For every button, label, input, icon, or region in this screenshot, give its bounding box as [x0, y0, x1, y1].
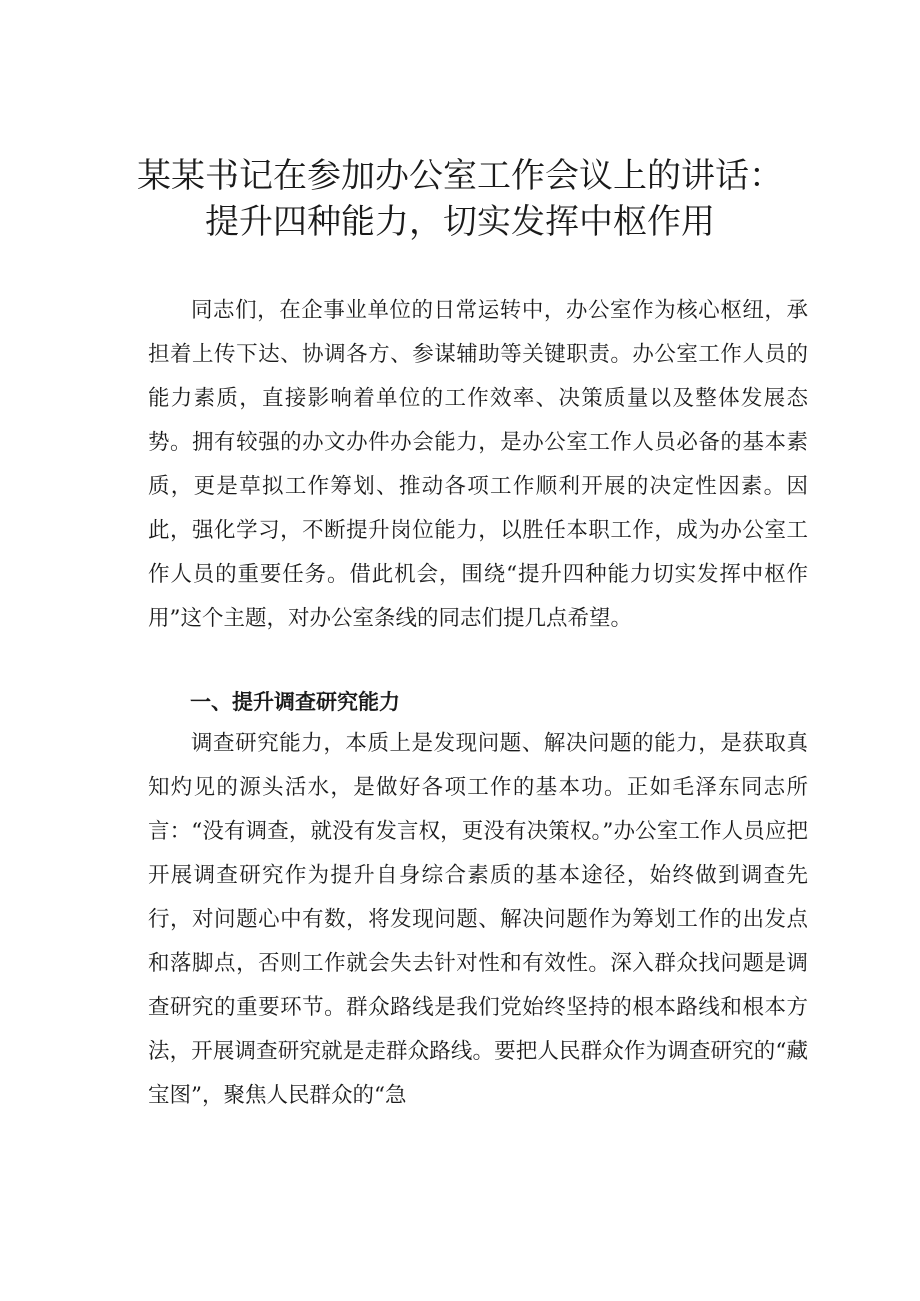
document-title-line-1: 某某书记在参加办公室工作会议上的讲话： — [137, 156, 783, 196]
document-title-line-2: 提升四种能力，切实发挥中枢作用 — [205, 202, 715, 242]
paragraph-intro: 同志们，在企事业单位的日常运转中，办公室作为核心枢纽，承担着上传下达、协调各方、参谋辅助等关键职责。办公室工作人员的能力素质，直接影响着单位的工作效率、决策质量以及整体发展态势。拥有较强的办文办件办会能力，是办公室工作人员必备的基本素质，更是草拟工作筹划、推动各项工作顺利开展的决定性因素。因此，强化学习，不断提升岗位能力，以胜任本职工作，成为办公室工作人员的重要任务。借此机会，围绕“提升四种能力切实发挥中枢作用”这个主题，对办公室条线的同志们提几点希望。 — [148, 298, 808, 631]
section-heading-1: 一、提升调查研究能力 — [190, 690, 400, 714]
paragraph-research: 调查研究能力，本质上是发现问题、解决问题的能力，是获取真知灼见的源头活水，是做好各项工作的基本功。正如毛泽东同志所言：“没有调查，就没有发言权，更没有决策权。”办公室工作人员应把开展调查研究作为提升自身综合素质的基本途径，始终做到调查先行，对问题心中有数，将发现问题、解决问题作为筹划工作的出发点和落脚点，否则工作就会失去针对性和有效性。深入群众找问题是调查研究的重要环节。群众路线是我们党始终坚持的根本路线和根本方法，开展调查研究就是走群众路线。要把人民群众作为调查研究的“藏宝图”，聚焦人民群众的“急 — [148, 731, 808, 1108]
